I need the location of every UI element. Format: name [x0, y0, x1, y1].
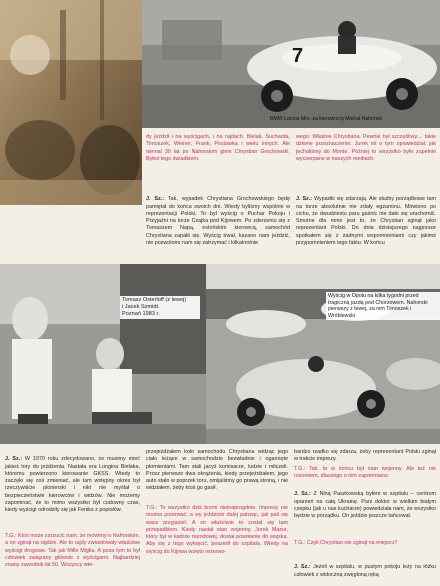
col1-bottom-pink-text: T.G.: Ktoś może zarzucić nam, że mówimy o Nahorskim, a on zginął na rajdzie. Ale to rajdy zwiastowały właściwe wyścigi drogowe. Tak jak Mille Miglia. A poza tym to był człowiek związany głównie z wyścigami. Najbardziej znany zawodnik lat 50. Wszyscy wte- — [5, 533, 140, 569]
col2-bottom-body: przejeżdżałem koło samochodu Chrystiana widząc jego ciało leżące w samochodzie bezwładnie i ogarnięte płomieniami. Tam stali jacyś komisarze, ludzie i milczeli. Przez pierwsze dwa okrążenia, kiedy przejeżdżałem, jego auto stało w poprzek toru, omijaliśmy go prawą stroną, i nie widziałem, żeby ktoś go gasił. — [146, 449, 288, 492]
col3-bottom-body3 — [294, 557, 436, 579]
paragraph: Wypadki się zdarzają. Ale służby porządkowe tam na torze absolutnie nie zdały egzaminu. Mówiono po cichu, że dwudziestu paru gaśnic nie dało się uruchomić. Smutne dla mnie jest to, że Chrystian zginął jako reprezentant Polski. Do dnia dzisiejszego najgorsze spotkałem się z żadnymi wspomnieniami czy jakimś przypomnieniem tego faktu. W końcu — [296, 196, 437, 247]
col2-top-pink-text: wego. Właśnie Chrystiana. Pewnie był szczęśliwy… takie dziwne przeznaczenie. Jurek mi o tym opowiedział, jak jechaliśmy do Monte. Później to wszystko było zupełnie wyczerpane w naszych mediach. — [296, 134, 436, 162]
col1-top-body — [146, 189, 290, 247]
svg-text:7: 7 — [292, 45, 304, 67]
col3-bottom-body1: bardzo rzadko się zdarza, żeby reprezentant Polski zginął w trakcie imprezy. — [294, 449, 436, 463]
speaker-label: J. Sz.: — [294, 491, 311, 498]
col3-bottom-body2 — [294, 484, 436, 520]
col1-top-pink-text: dy jeździł i na wyścigach, i na rajdach. Bielak, Sucharda, Timoszek, Weiner, Frank, Postawka i wielu innych. Ale niemal 30 lat po Nahorskim ginie Chrystian Grochowski. Byłeś tego świadkiem. — [146, 134, 290, 162]
col2-bottom-pink-text: T.G.: To wszystko dziś brzmi nieinaprogdnie. Imprezy nie można przerwać, a wy jeździcie dalej patrząc, jak pali się wasz przyjaciel. A on właściwie to został się tam przepadkiem. Kiedy nastał stan wojenny, Jurek Mazur, który był w kadrze narodowej, dostał powołanie do wojska. Aby się z tego wykręcić, poszedł do szpitala. Wtedy na wyścig do Kijowa wzięto rezerwo- — [146, 505, 288, 555]
paragraph: W 1970 roku zdecydowano, że musimy mieć jakieś tory do jeżdżenia. Nastała era Longina Bielaka, któremu powierzono kierowanie GKSS. Wtedy to zaczęło się coś zmieniać, ale tam wstępny okres był rzeczywiście pionierski i nikt nie myślał o bezpieczeństwie kierowców i widzów. Nie możemy zapominać, że to mimo wszystko był cudowny czas, kiedy wyścigi odrodziły się jak Feniks z popiołów. — [5, 456, 140, 514]
middle-left-photo-caption: Tomasz Osterloff (z lewej) i Jacek Szmidt. Poznań 1983 r. — [120, 296, 200, 319]
middle-right-photo-caption: Wyścig w Opolu na kilka tygodni przed tragiczną jazdą pod Chorzowem. Nahorski pierwszy z lewej, za nim Timoszek i Wróblewski — [326, 292, 440, 320]
top-left-photo — [0, 0, 142, 205]
middle-right-photo — [206, 264, 440, 444]
speaker-label: J. Sz.: — [296, 196, 313, 203]
top-photo-caption: BMW Lancia Mrs. za kierownicą Michał Nahorski — [270, 116, 383, 122]
speaker-label: J. Sz.: — [146, 196, 165, 203]
paragraph: Jeżeli w szpitalu, w pustym pokoju leży na łóżku człowiek z widoczną zwęgloną ręką — [294, 564, 436, 578]
top-right-photo — [142, 0, 440, 128]
col3-bottom-pink2: T.G.: Czyli Chrystian nie zginął na miejscu? — [294, 540, 398, 546]
speaker-label: J. Sz.: — [294, 564, 311, 571]
paragraph: Z Niną Paszkowską byłem w szpitalu – centrum oparzeń na całą Ukrainę. Pani doktor w wielkim białym czepku (jak u nas kucharze) powiedziała nam, że wszystko będzie w porządku. On jeździe jeszcze tańcował. — [294, 491, 437, 520]
middle-left-photo — [0, 264, 206, 444]
col3-bottom-pink1: T.G.: Tak, to w końcu był stan wojenny. Ale też nie rozumiem, dlaczego o nim zapomniano. — [294, 466, 436, 480]
speaker-label: J. Sz.: — [5, 456, 22, 463]
col2-top-body — [296, 189, 436, 247]
col1-bottom-body — [5, 449, 140, 515]
paragraph: Tak, wypadek Chrystiana Grochowskiego będę pamiętał do końca swoich dni. Wtedy byliśmy wspólnie w reprezentacji Polski. To był wyścig o Puchar Pokoju i Przyjaźni na torze Czajka pod Kijowem. Po zderzeniu się z Tomaszem Napą, estońskim kierowcą, samochód Chrystiana zapalił się. Wyścig trwał, kazano nam jeździć, nie pozwolono nam się zatrzymać i kilkakrotnie — [146, 196, 290, 247]
